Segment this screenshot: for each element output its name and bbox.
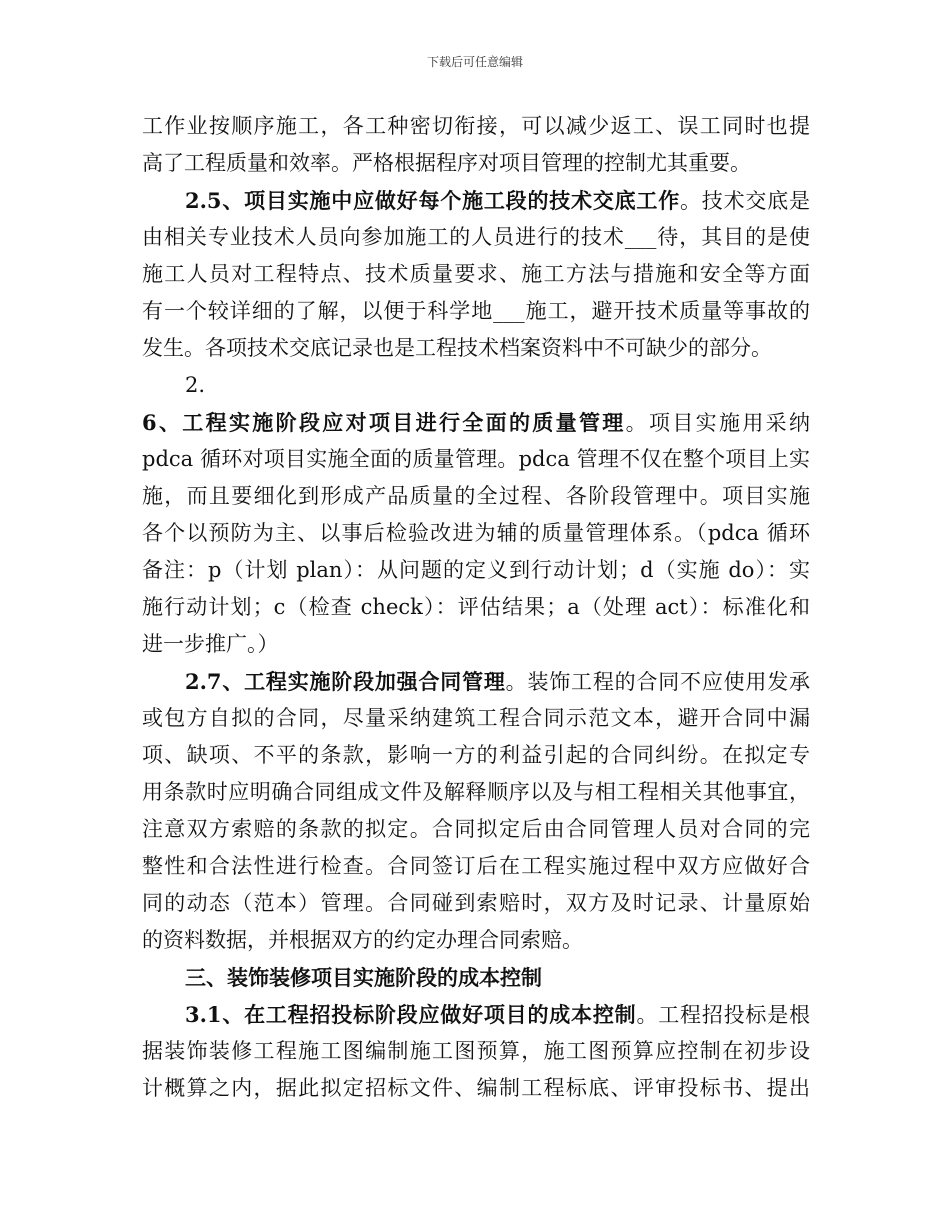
body-text: 各个以预防为主、以事后检验改进为辅的质量管理体系。（pdca 循环 bbox=[142, 521, 810, 545]
body-text: 同的动态（范本）管理。合同碰到索赔时，双方及时记录、计量原始 bbox=[142, 891, 810, 915]
text-line bbox=[142, 996, 810, 1033]
bold-heading-text: 6、工程实施阶段应对项目进行全面的质量管理 bbox=[142, 410, 626, 435]
body-text: 施，而且要细化到形成产品质量的全过程、各阶段管理中。项目实施 bbox=[142, 484, 810, 508]
text-line bbox=[142, 1070, 810, 1107]
body-text: 进一步推广。） bbox=[142, 632, 279, 656]
text-line bbox=[142, 552, 810, 589]
document-body bbox=[142, 108, 810, 1107]
text-line bbox=[142, 515, 810, 552]
text-line bbox=[142, 811, 810, 848]
text-line bbox=[142, 108, 810, 145]
bold-heading-text: 三、装饰装修项目实施阶段的成本控制 bbox=[185, 965, 542, 990]
body-text: 注意双方索赔的条款的拟定。合同拟定后由合同管理人员对合同的完 bbox=[142, 817, 810, 841]
text-line bbox=[142, 293, 810, 330]
body-text: 。工程招投标是根 bbox=[636, 1003, 810, 1027]
body-text: 2. bbox=[185, 373, 206, 397]
text-line bbox=[142, 700, 810, 737]
body-text: 工作业按顺序施工，各工种密切衔接，可以减少返工、误工同时也提 bbox=[142, 114, 810, 138]
page-header-note: 下载后可任意编辑 bbox=[426, 55, 523, 69]
body-text: 发生。各项技术交底记录也是工程技术档案资料中不可缺少的部分。 bbox=[142, 336, 772, 360]
body-text: 备注：p（计划 plan）：从问题的定义到行动计划；d（实施 do）：实 bbox=[142, 558, 810, 582]
body-text: 项、缺项、不平的条款，影响一方的利益引起的合同纠纷。在拟定专 bbox=[142, 743, 810, 767]
text-line bbox=[142, 145, 810, 182]
text-line bbox=[142, 959, 810, 996]
body-text: 或包方自拟的合同，尽量采纳建筑工程合同示范文本，避开合同中漏 bbox=[142, 706, 810, 730]
text-line bbox=[142, 922, 810, 959]
body-text: 。项目实施用采纳 bbox=[625, 411, 810, 435]
body-text: 施行动计划；c（检查 check）：评估结果；a（处理 act）：标准化和 bbox=[142, 595, 810, 619]
text-line bbox=[142, 219, 810, 256]
bold-heading-text: 3.1、在工程招投标阶段应做好项目的成本控制 bbox=[185, 1002, 637, 1027]
text-line bbox=[142, 404, 810, 441]
body-text: 施工人员对工程特点、技术质量要求、施工方法与措施和安全等方面 bbox=[142, 262, 810, 286]
text-line bbox=[142, 626, 810, 663]
body-text: pdca 循环对项目实施全面的质量管理。pdca 管理不仅在整个项目上实 bbox=[142, 447, 810, 471]
body-text: 。技术交底是 bbox=[680, 189, 810, 213]
text-line bbox=[142, 774, 810, 811]
text-line bbox=[142, 848, 810, 885]
text-line bbox=[142, 478, 810, 515]
body-text: 整性和合法性进行检查。合同签订后在工程实施过程中双方应做好合 bbox=[142, 854, 810, 878]
text-line bbox=[142, 367, 810, 404]
text-line bbox=[142, 663, 810, 700]
body-text: 。装饰工程的合同不应使用发承 bbox=[505, 670, 810, 694]
body-text: 计概算之内，据此拟定招标文件、编制工程标底、评审投标书、提出 bbox=[142, 1076, 810, 1100]
body-text: 的资料数据，并根据双方的约定办理合同索赔。 bbox=[142, 928, 583, 952]
text-line bbox=[142, 1033, 810, 1070]
body-text: 由相关专业技术人员向参加施工的人员进行的技术___待，其目的是使 bbox=[142, 225, 810, 249]
bold-heading-text: 2.7、工程实施阶段加强合同管理 bbox=[185, 669, 506, 694]
text-line bbox=[142, 256, 810, 293]
body-text: 有一个较详细的了解，以便于科学地___施工，避开技术质量等事故的 bbox=[142, 299, 810, 323]
text-line bbox=[142, 589, 810, 626]
text-line bbox=[142, 441, 810, 478]
bold-heading-text: 2.5、项目实施中应做好每个施工段的技术交底工作 bbox=[185, 188, 681, 213]
text-line bbox=[142, 330, 810, 367]
body-text: 高了工程质量和效率。严格根据程序对项目管理的控制尤其重要。 bbox=[142, 151, 751, 175]
body-text: 用条款时应明确合同组成文件及解释顺序以及与相工程相关其他事宜， bbox=[142, 780, 810, 804]
text-line bbox=[142, 885, 810, 922]
body-text: 据装饰装修工程施工图编制施工图预算，施工图预算应控制在初步设 bbox=[142, 1039, 810, 1063]
text-line bbox=[142, 182, 810, 219]
text-line bbox=[142, 737, 810, 774]
